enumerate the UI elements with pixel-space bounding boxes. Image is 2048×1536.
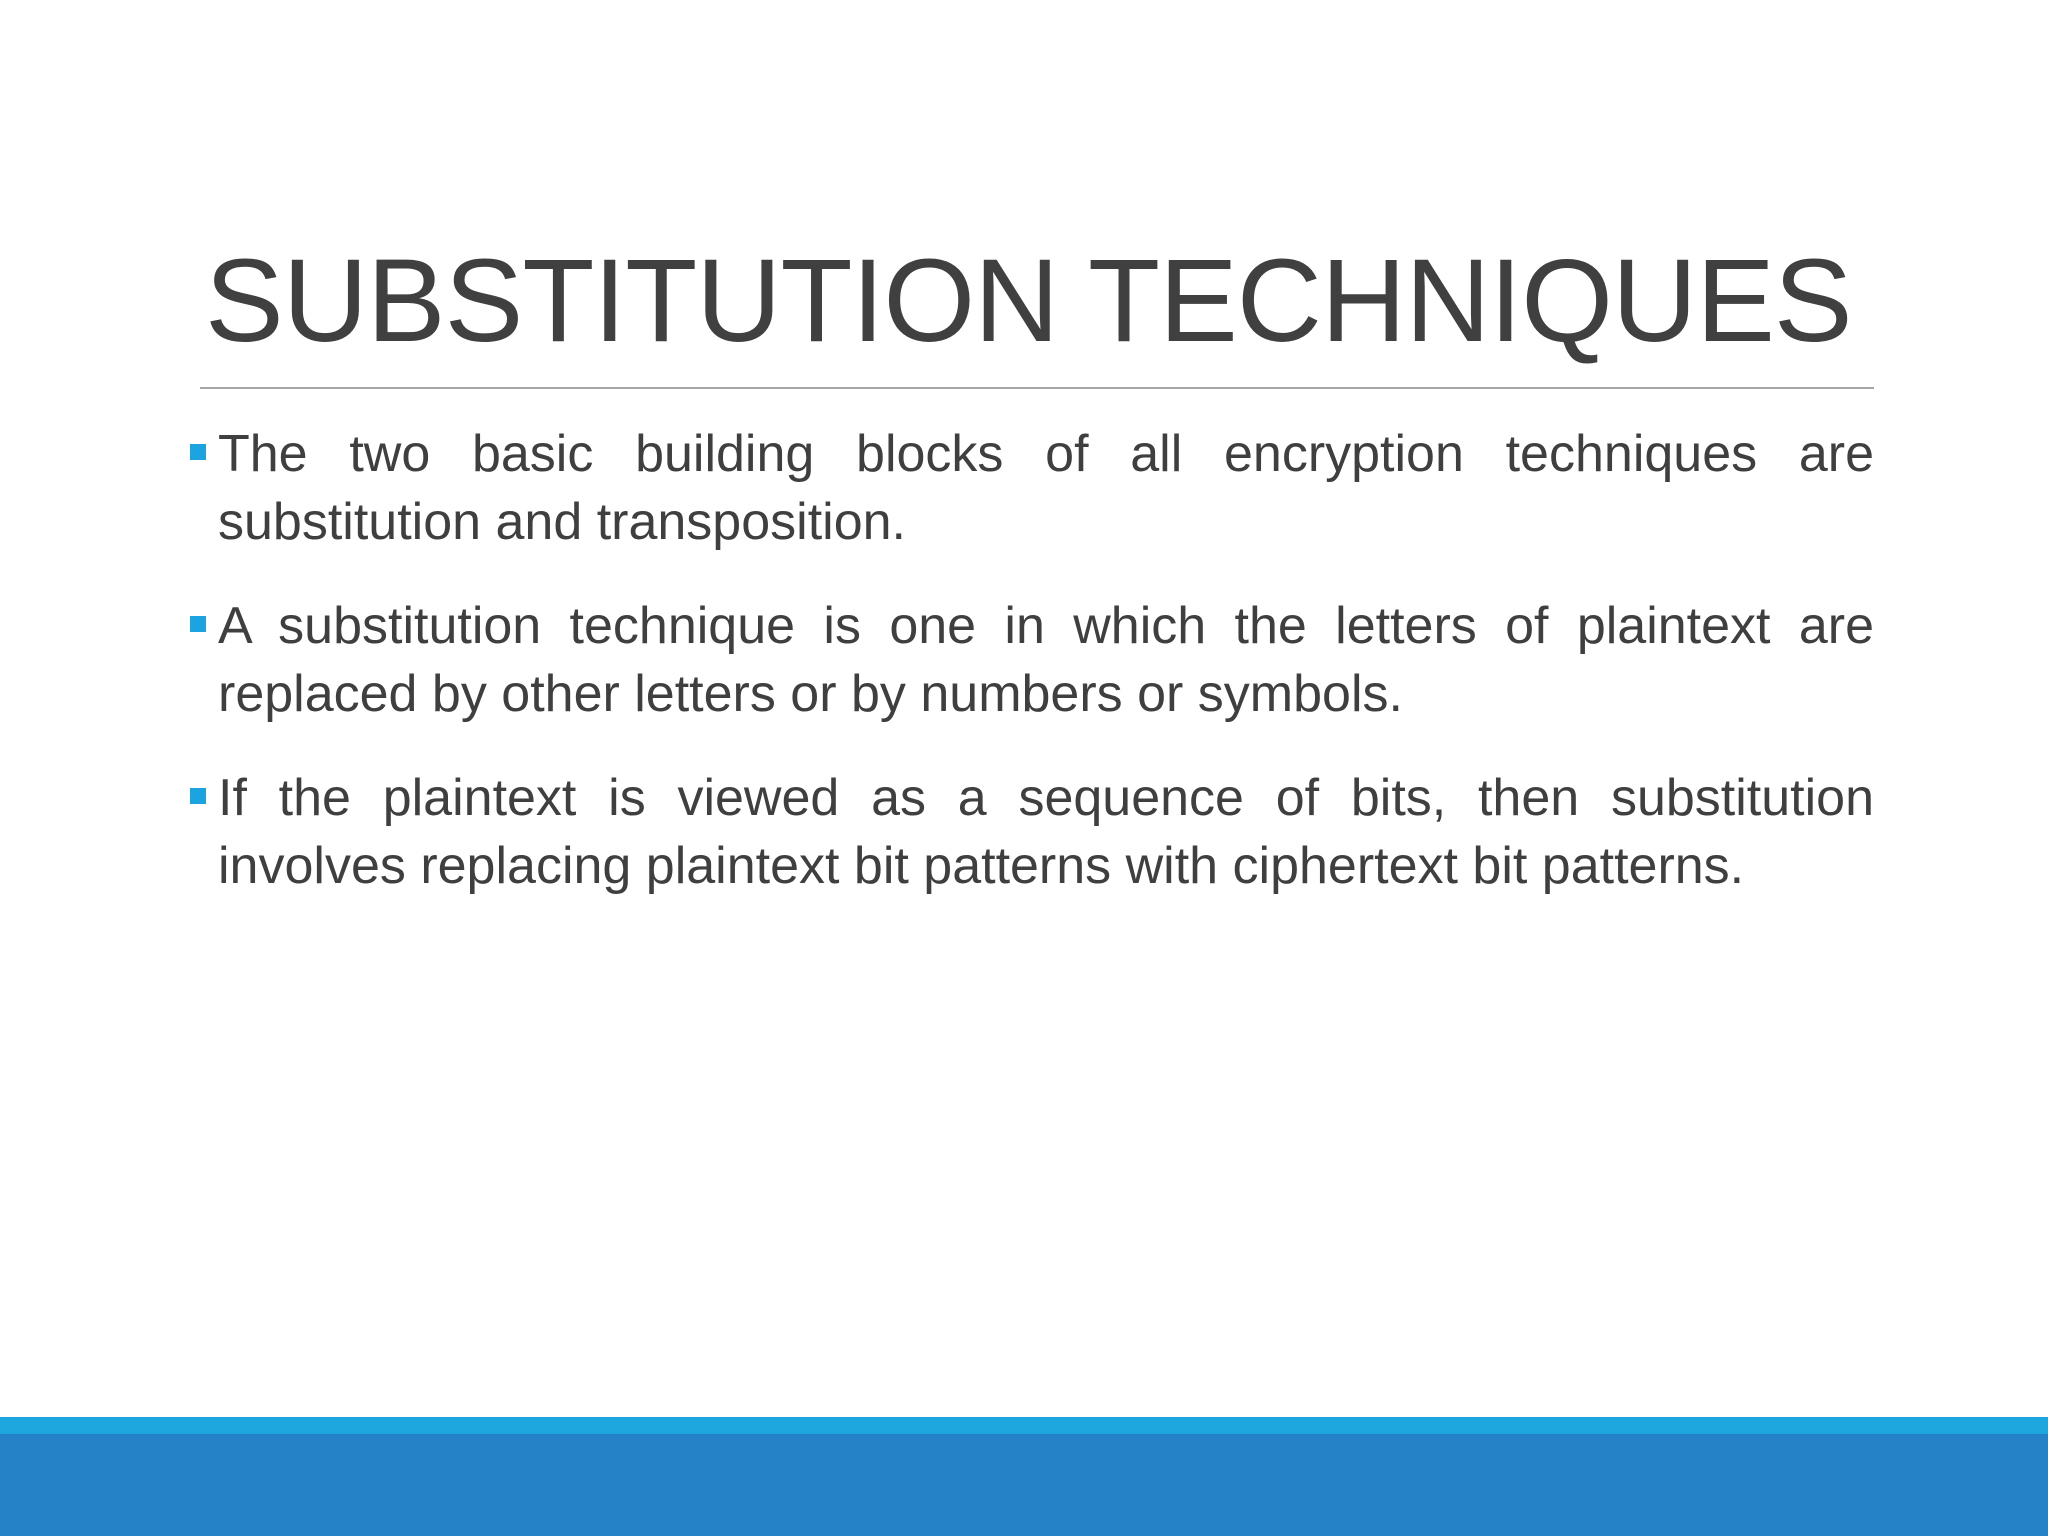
bullet-item [190, 420, 1874, 556]
title-divider [200, 387, 1874, 389]
bullet-item [190, 764, 1874, 900]
footer-bar [0, 1434, 2048, 1536]
slide-title: SUBSTITUTION TECHNIQUES [205, 235, 1852, 367]
square-bullet-icon [190, 616, 206, 632]
bullet-text: A substitution technique is one in which the letters of plaintext are replaced by other letters or by numbers or symbols. [218, 597, 1874, 723]
square-bullet-icon [190, 444, 206, 460]
bullet-text: The two basic building blocks of all encryption techniques are substitution and transposition. [218, 425, 1874, 551]
slide-content [190, 420, 1874, 936]
footer-accent-stripe [0, 1417, 2048, 1434]
square-bullet-icon [190, 788, 206, 804]
bullet-item [190, 592, 1874, 728]
bullet-text: If the plaintext is viewed as a sequence of bits, then substitution involves replacing plaintext bit patterns with ciphertext bit patterns. [218, 769, 1874, 895]
